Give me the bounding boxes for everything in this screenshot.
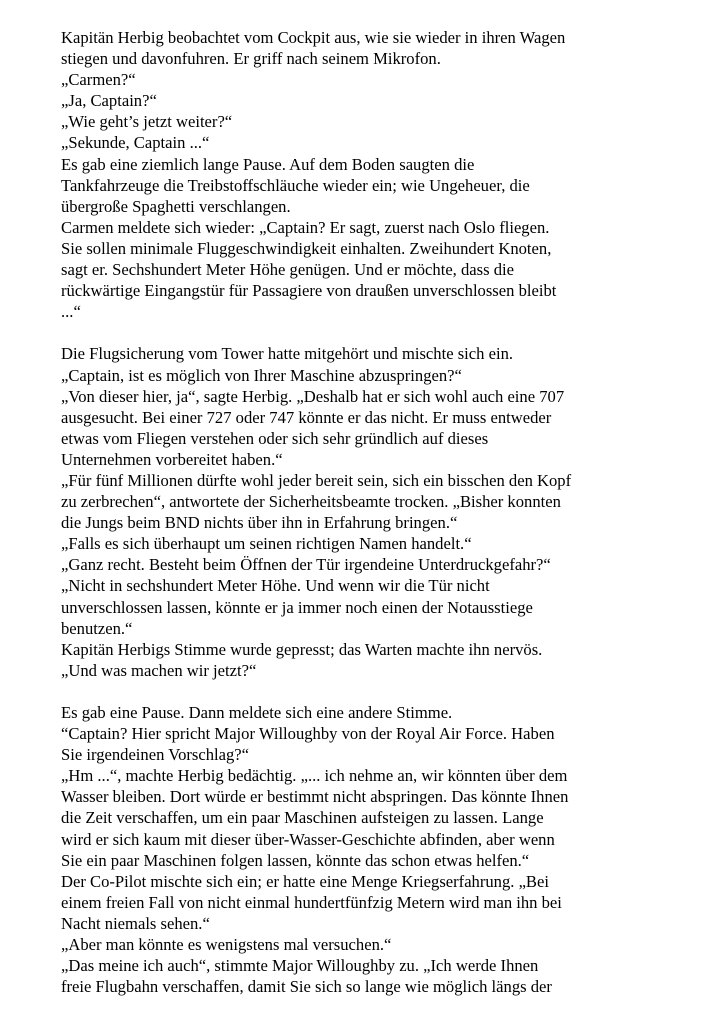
text-line: Kapitän Herbig beobachtet vom Cockpit aus, wie sie wieder in ihren Wagen <box>61 28 566 47</box>
text-line: Es gab eine ziemlich lange Pause. Auf dem Boden saugten die <box>61 154 475 174</box>
text-line: etwas vom Fliegen verstehen oder sich sehr gründlich auf dieses <box>61 428 489 448</box>
text-line: „Falls es sich überhaupt um seinen richtigen Namen handelt.“ <box>61 534 472 554</box>
text-line: einem freien Fall von nicht einmal hundertfünfzig Metern wird man ihn bei <box>61 892 562 912</box>
paragraph-gap <box>61 681 661 702</box>
text-line: die Jungs beim BND nichts über ihn in Erfahrung bringen.“ <box>61 513 458 533</box>
text-line: sagt er. Sechshundert Meter Höhe genügen. Und er möchte, dass die <box>61 260 514 280</box>
document-text <box>61 27 661 997</box>
text-line: stiegen und davonfuhren. Er griff nach seinem Mikrofon. <box>61 49 441 69</box>
text-line: übergroße Spaghetti verschlangen. <box>61 196 291 216</box>
text-line: Tankfahrzeuge die Treibstoffschläuche wieder ein; wie Ungeheuer, die <box>61 175 530 195</box>
text-line: wird er sich kaum mit dieser über-Wasser-Geschichte abfinden, aber wenn <box>61 829 555 849</box>
text-line: „Von dieser hier, ja“, sagte Herbig. „Deshalb hat er sich wohl auch eine 707 <box>61 386 565 406</box>
text-line: Unternehmen vorbereitet haben.“ <box>61 449 283 469</box>
text-line: Die Flugsicherung vom Tower hatte mitgehört und mischte sich ein. <box>61 344 514 364</box>
text-line: „Sekunde, Captain ...“ <box>61 133 210 153</box>
text-line: „Ja, Captain?“ <box>61 91 157 111</box>
text-line: „Aber man könnte es wenigstens mal versuchen.“ <box>61 935 392 955</box>
text-line: „Das meine ich auch“, stimmte Major Willoughby zu. „Ich werde Ihnen <box>61 956 539 976</box>
text-line: „Captain, ist es möglich von Ihrer Maschine abzuspringen?“ <box>61 365 462 385</box>
text-line: ausgesucht. Bei einer 727 oder 747 könnte er das nicht. Er muss entweder <box>61 407 552 427</box>
text-line: benutzen.“ <box>61 618 133 638</box>
text-line: Sie sollen minimale Fluggeschwindigkeit einhalten. Zweihundert Knoten, <box>61 238 552 258</box>
paragraph-gap <box>61 322 661 343</box>
text-line: Sie irgendeinen Vorschlag?“ <box>61 745 250 765</box>
text-line: Nacht niemals sehen.“ <box>61 913 210 933</box>
text-line: “Captain? Hier spricht Major Willoughby von der Royal Air Force. Haben <box>61 724 555 744</box>
text-line: Kapitän Herbigs Stimme wurde gepresst; das Warten machte ihn nervös. <box>61 639 543 659</box>
text-line: Carmen meldete sich wieder: „Captain? Er sagt, zuerst nach Oslo fliegen. <box>61 217 550 237</box>
text-line: ...“ <box>61 302 81 322</box>
text-line: Wasser bleiben. Dort würde er bestimmt nicht abspringen. Das könnte Ihnen <box>61 787 569 807</box>
text-line: freie Flugbahn verschaffen, damit Sie sich so lange wie möglich längs der <box>61 977 552 997</box>
text-line: „Hm ...“, machte Herbig bedächtig. „... ich nehme an, wir könnten über dem <box>61 766 568 786</box>
text-line: „Für fünf Millionen dürfte wohl jeder bereit sein, sich ein bisschen den Kopf <box>61 470 572 490</box>
text-line: Es gab eine Pause. Dann meldete sich eine andere Stimme. <box>61 703 453 722</box>
text-line: rückwärtige Eingangstür für Passagiere von draußen unverschlossen bleibt <box>61 281 557 301</box>
text-line: „Und was machen wir jetzt?“ <box>61 660 257 680</box>
text-line: Sie ein paar Maschinen folgen lassen, könnte das schon etwas helfen.“ <box>61 850 530 870</box>
text-line: zu zerbrechen“, antwortete der Sicherheitsbeamte trocken. „Bisher konnten <box>61 492 561 512</box>
text-line: „Carmen?“ <box>61 70 136 90</box>
text-line: die Zeit verschaffen, um ein paar Maschinen aufsteigen zu lassen. Lange <box>61 808 544 828</box>
paragraph <box>61 27 661 322</box>
text-line: Der Co-Pilot mischte sich ein; er hatte eine Menge Kriegserfahrung. „Bei <box>61 871 549 891</box>
paragraph <box>61 343 661 681</box>
text-line: unverschlossen lassen, könnte er ja immer noch einen der Notausstiege <box>61 597 533 617</box>
paragraph <box>61 702 661 997</box>
text-line: „Nicht in sechshundert Meter Höhe. Und wenn wir die Tür nicht <box>61 576 490 596</box>
text-line: „Wie geht’s jetzt weiter?“ <box>61 112 233 132</box>
text-line: „Ganz recht. Besteht beim Öffnen der Tür irgendeine Unterdruckgefahr?“ <box>61 555 551 575</box>
